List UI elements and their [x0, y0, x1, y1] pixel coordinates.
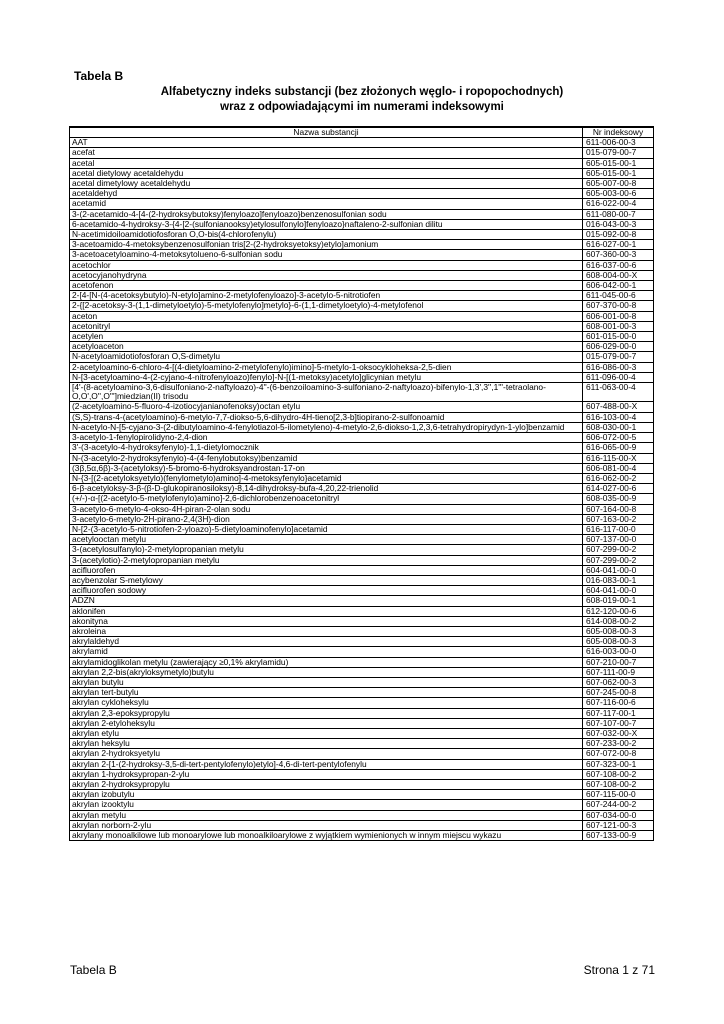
table-row [70, 219, 654, 229]
table-row [70, 433, 654, 443]
substance-name-cell: (3β,5α,6β)-3-(acetyloksy)-5-bromo-6-hydroksyandrostan-17-on [70, 463, 583, 473]
substance-name-cell: acetamid [70, 199, 583, 209]
substance-name-cell: N-[3-acetyloamino-4-(2-cyjano-4-nitrofenyloazo)fenylo]-N-[(1-metoksy)acetylo]glicynian metylu [70, 372, 583, 382]
table-row [70, 647, 654, 657]
index-number-cell: 608-030-00-1 [583, 422, 654, 432]
table-row [70, 637, 654, 647]
index-number-cell: 611-080-00-7 [583, 209, 654, 219]
table-row [70, 524, 654, 534]
index-number-cell: 614-027-00-6 [583, 484, 654, 494]
substance-name-cell: akrylan cykloheksylu [70, 698, 583, 708]
index-number-cell: 607-164-00-8 [583, 504, 654, 514]
table-row [70, 810, 654, 820]
table-row [70, 443, 654, 453]
index-number-cell: 606-081-00-4 [583, 463, 654, 473]
table-row [70, 739, 654, 749]
substance-name-cell: akroleina [70, 626, 583, 636]
substance-name-cell: acetal [70, 158, 583, 168]
substance-name-cell: akrylaldehyd [70, 637, 583, 647]
index-number-cell: 616-065-00-9 [583, 443, 654, 453]
index-number-cell: 607-360-00-3 [583, 250, 654, 260]
substance-name-cell: 3-(2-acetamido-4-[4-(2-hydroksybutoksy)fenyloazo]fenyloazo}benzenosulfonian sodu [70, 209, 583, 219]
index-number-cell: 015-079-00-7 [583, 148, 654, 158]
index-number-cell: 605-015-00-1 [583, 158, 654, 168]
table-row [70, 535, 654, 545]
index-number-cell: 607-034-00-0 [583, 810, 654, 820]
index-number-cell: 611-045-00-6 [583, 291, 654, 301]
substance-name-cell: acybenzolar S-metylowy [70, 575, 583, 585]
index-number-cell: 607-488-00-X [583, 402, 654, 412]
index-number-cell: 611-063-00-4 [583, 383, 654, 402]
table-row [70, 260, 654, 270]
substance-name-cell: N-acetylo-N-[5-cyjano-3-(2-dibutyloamino-4-fenylotiazol-5-ilometyleno)-4-metylo-2,6-diokso-1,2,3,6-tetrahydropirydyn-1-ylo]benzamid [70, 422, 583, 432]
table-row [70, 422, 654, 432]
index-number-cell: 604-041-00-0 [583, 565, 654, 575]
substance-name-cell: akrylan butylu [70, 677, 583, 687]
substance-name-cell: akrylan 2-etyloheksylu [70, 718, 583, 728]
substance-name-cell: 2-acetyloamino-6-chloro-4-[(4-dietyloamino-2-metylofenylo)imino]-5-metylo-1-oksocykloheksa-2,5-dien [70, 362, 583, 372]
index-number-cell: 605-015-00-1 [583, 168, 654, 178]
table-row [70, 688, 654, 698]
table-row [70, 342, 654, 352]
index-number-cell: 606-029-00-0 [583, 342, 654, 352]
table-row [70, 291, 654, 301]
table-row [70, 555, 654, 565]
table-row [70, 504, 654, 514]
table-row [70, 667, 654, 677]
table-row [70, 616, 654, 626]
table-row [70, 575, 654, 585]
index-number-cell: 605-007-00-8 [583, 179, 654, 189]
substance-name-cell: akrylan 2-hydroksyetylu [70, 749, 583, 759]
substance-name-cell: acetonitryl [70, 321, 583, 331]
table-row [70, 453, 654, 463]
index-number-cell: 616-062-00-2 [583, 473, 654, 483]
table-row [70, 372, 654, 382]
substance-name-cell: 2-[4-[N-(4-acetoksybutylo)-N-etylo]amino-2-metylofenyloazo]-3-acetylo-5-nitrotiofen [70, 291, 583, 301]
index-number-cell: 605-008-00-3 [583, 637, 654, 647]
substance-name-cell: 3-(acetylotio)-2-metylopropanian metylu [70, 555, 583, 565]
substance-name-cell: akrylamidoglikolan metylu (zawierający ≥0,1% akrylamidu) [70, 657, 583, 667]
table-row [70, 606, 654, 616]
substance-name-cell: 3-acetoamido-4-metoksybenzenosulfonian tris[2-(2-hydroksyetoksy)etylo]amonium [70, 240, 583, 250]
substance-name-cell: acetylen [70, 332, 583, 342]
table-row [70, 168, 654, 178]
index-number-cell: 607-108-00-2 [583, 769, 654, 779]
table-row [70, 199, 654, 209]
table-row [70, 831, 654, 841]
table-row [70, 321, 654, 331]
index-number-cell: 607-072-00-8 [583, 749, 654, 759]
index-number-cell: 607-121-00-3 [583, 820, 654, 830]
substance-name-cell: acetofenon [70, 281, 583, 291]
index-number-cell: 611-096-00-4 [583, 372, 654, 382]
index-number-cell: 601-015-00-0 [583, 332, 654, 342]
table-row [70, 698, 654, 708]
substance-name-cell: 3-acetylo-6-metylo-4-okso-4H-piran-2-olan sodu [70, 504, 583, 514]
index-number-cell: 607-032-00-X [583, 728, 654, 738]
index-number-cell: 616-117-00-0 [583, 524, 654, 534]
index-number-cell: 612-120-00-6 [583, 606, 654, 616]
table-row [70, 270, 654, 280]
substance-name-cell: akrylan norborn-2-ylu [70, 820, 583, 830]
table-row [70, 209, 654, 219]
table-row [70, 820, 654, 830]
column-header-substance-name: Nazwa substancji [70, 127, 583, 138]
document-title-line1: Alfabetyczny indeks substancji (bez złożonych węglo- i ropopochodnych) [160, 86, 564, 98]
substance-name-cell: acetocyjanohydryna [70, 270, 583, 280]
substance-index-table [69, 126, 654, 841]
table-row [70, 158, 654, 168]
substance-name-cell: akrylan metylu [70, 810, 583, 820]
index-number-cell: 607-107-00-7 [583, 718, 654, 728]
substance-name-cell: acetylooctan metylu [70, 535, 583, 545]
table-row [70, 749, 654, 759]
substance-name-cell: aceton [70, 311, 583, 321]
substance-name-cell: N-acetyloamidotiofosforan O,S-dimetylu [70, 352, 583, 362]
table-row [70, 565, 654, 575]
substance-name-cell: akrylan izobutylu [70, 790, 583, 800]
table-row [70, 769, 654, 779]
table-row [70, 179, 654, 189]
table-row [70, 800, 654, 810]
table-row [70, 494, 654, 504]
index-number-cell: 614-008-00-2 [583, 616, 654, 626]
index-number-cell: 608-004-00-X [583, 270, 654, 280]
table-row [70, 189, 654, 199]
substance-name-cell: 3'-(3-acetylo-4-hydroksyfenylo)-1,1-dietylomocznik [70, 443, 583, 453]
table-row [70, 148, 654, 158]
index-number-cell: 616-022-00-4 [583, 199, 654, 209]
table-row [70, 362, 654, 372]
table-row [70, 759, 654, 769]
substance-name-cell: akrylamid [70, 647, 583, 657]
substance-name-cell: akrylan 2,3-epoksypropylu [70, 708, 583, 718]
index-number-cell: 607-163-00-2 [583, 514, 654, 524]
table-row [70, 718, 654, 728]
index-number-cell: 607-117-00-1 [583, 708, 654, 718]
index-number-cell: 607-108-00-2 [583, 780, 654, 790]
index-number-cell: 607-115-00-0 [583, 790, 654, 800]
document-title-line2: wraz z odpowiadającymi im numerami indeksowymi [220, 101, 504, 113]
index-number-cell: 616-115-00-X [583, 453, 654, 463]
substance-name-cell: (+/-)-α-[(2-acetylo-5-metylofenylo)amino]-2,6-dichlorobenzenoacetonitryl [70, 494, 583, 504]
index-number-cell: 606-042-00-1 [583, 281, 654, 291]
index-number-cell: 015-092-00-8 [583, 230, 654, 240]
table-row [70, 230, 654, 240]
index-number-cell: 607-323-00-1 [583, 759, 654, 769]
table-row [70, 514, 654, 524]
table-row [70, 281, 654, 291]
table-row [70, 301, 654, 311]
substance-name-cell: acifluorofen [70, 565, 583, 575]
substance-name-cell: 6-acetamido-4-hydroksy-3-{4-[2-(sulfonianooksy)etylosulfonylo]fenyloazo}naftaleno-2-sulfonian dilitu [70, 219, 583, 229]
index-number-cell: 016-043-00-3 [583, 219, 654, 229]
index-number-cell: 616-086-00-3 [583, 362, 654, 372]
index-number-cell: 015-079-00-7 [583, 352, 654, 362]
substance-name-cell: akrylan 1-hydroksypropan-2-ylu [70, 769, 583, 779]
substance-name-cell: acetyloaceton [70, 342, 583, 352]
table-row [70, 545, 654, 555]
substance-index-table-wrapper [69, 126, 653, 841]
table-row [70, 250, 654, 260]
substance-name-cell: akrylan heksylu [70, 739, 583, 749]
index-number-cell: 607-299-00-2 [583, 555, 654, 565]
substance-name-cell: akrylan izooktylu [70, 800, 583, 810]
substance-name-cell: N-acetimidoiloamidotiofosforan O,O-bis(4-chlorofenylu) [70, 230, 583, 240]
index-number-cell: 608-001-00-3 [583, 321, 654, 331]
table-row [70, 240, 654, 250]
index-number-cell: 608-035-00-9 [583, 494, 654, 504]
index-number-cell: 016-083-00-1 [583, 575, 654, 585]
table-header-row [70, 127, 654, 138]
substance-name-cell: akrylan 2-hydroksypropylu [70, 780, 583, 790]
substance-name-cell: aklonifen [70, 606, 583, 616]
substance-name-cell: (S,S)-trans-4-(acetyloamino)-6-metylo-7,7-diokso-5,6-dihydro-4H-tieno[2,3-b]tiopirano-2-sulfonoamid [70, 412, 583, 422]
substance-name-cell: N-(3-acetylo-2-hydroksyfenylo)-4-(4-fenylobutoksy)benzamid [70, 453, 583, 463]
substance-name-cell: [4'-(8-acetyloamino-3,6-disulfoniano-2-naftyloazo)-4''-(6-benzoiloamino-3-sulfoniano-2-naftyloazo)-bifenylo-1,3',3'',1'''-tetraolano-O,O',O'',O''']miedzian(II) trisodu [70, 383, 583, 402]
footer-table-label: Tabela B [70, 963, 117, 977]
table-row [70, 412, 654, 422]
table-row [70, 463, 654, 473]
substance-name-cell: acetochlor [70, 260, 583, 270]
table-row [70, 790, 654, 800]
substance-name-cell: acefat [70, 148, 583, 158]
index-number-cell: 607-244-00-2 [583, 800, 654, 810]
substance-name-cell: akrylan 2-[1-(2-hydroksy-3,5-di-tert-pentylofenylo)etylo]-4,6-di-tert-pentylofenylu [70, 759, 583, 769]
substance-name-cell: akrylan tert-butylu [70, 688, 583, 698]
substance-name-cell: acetal dietylowy acetaldehydu [70, 168, 583, 178]
substance-name-cell: 2-{[2-acetoksy-3-(1,1-dimetyloetylo)-5-metylofenylo]metylo}-6-(1,1-dimetyloetylo)-4-metylofenol [70, 301, 583, 311]
index-number-cell: 607-233-00-2 [583, 739, 654, 749]
substance-name-cell: N-{3-[(2-acetyloksyetylo)(fenylometylo)amino]-4-metoksyfenylo}acetamid [70, 473, 583, 483]
index-number-cell: 616-037-00-6 [583, 260, 654, 270]
table-row [70, 728, 654, 738]
index-number-cell: 606-001-00-8 [583, 311, 654, 321]
index-number-cell: 607-370-00-8 [583, 301, 654, 311]
index-number-cell: 604-041-00-0 [583, 586, 654, 596]
index-number-cell: 611-006-00-3 [583, 138, 654, 148]
substance-name-cell: AAT [70, 138, 583, 148]
table-row [70, 383, 654, 402]
table-row [70, 677, 654, 687]
index-number-cell: 607-133-00-9 [583, 831, 654, 841]
table-body [70, 138, 654, 841]
table-label: Tabela B [74, 69, 124, 83]
table-row [70, 586, 654, 596]
index-number-cell: 607-111-00-9 [583, 667, 654, 677]
footer-page-number: Strona 1 z 71 [583, 963, 655, 977]
table-row [70, 402, 654, 412]
index-number-cell: 605-008-00-3 [583, 626, 654, 636]
substance-name-cell: acetaldehyd [70, 189, 583, 199]
table-row [70, 311, 654, 321]
index-number-cell: 616-103-00-4 [583, 412, 654, 422]
table-row [70, 596, 654, 606]
substance-name-cell: acetal dimetylowy acetaldehydu [70, 179, 583, 189]
table-row [70, 708, 654, 718]
index-number-cell: 608-019-00-1 [583, 596, 654, 606]
table-row [70, 138, 654, 148]
substance-name-cell: 3-(acetylosulfanylo)-2-metylopropanian metylu [70, 545, 583, 555]
index-number-cell: 607-299-00-2 [583, 545, 654, 555]
substance-name-cell: 6-β-acetyloksy-3-β-(β-D-glukopiranosiloksy)-8,14-dihydroksy-bufa-4,20,22-trienolid [70, 484, 583, 494]
table-row [70, 780, 654, 790]
table-row [70, 352, 654, 362]
table-row [70, 657, 654, 667]
index-number-cell: 607-245-00-8 [583, 688, 654, 698]
table-row [70, 473, 654, 483]
index-number-cell: 607-116-00-6 [583, 698, 654, 708]
substance-name-cell: akonityna [70, 616, 583, 626]
table-row [70, 332, 654, 342]
substance-name-cell: N-[2-(3-acetylo-5-nitrotiofen-2-yloazo)-5-dietyloaminofenylo]acetamid [70, 524, 583, 534]
substance-name-cell: 3-acetylo-6-metylo-2H-pirano-2,4(3H)-dion [70, 514, 583, 524]
substance-name-cell: ADZN [70, 596, 583, 606]
column-header-index-number: Nr indeksowy [583, 127, 654, 138]
substance-name-cell: 3-acetoacetyloamino-4-metoksytolueno-6-sulfonian sodu [70, 250, 583, 260]
index-number-cell: 605-003-00-6 [583, 189, 654, 199]
index-number-cell: 606-072-00-5 [583, 433, 654, 443]
substance-name-cell: acifluorofen sodowy [70, 586, 583, 596]
index-number-cell: 607-062-00-3 [583, 677, 654, 687]
index-number-cell: 616-003-00-0 [583, 647, 654, 657]
index-number-cell: 607-210-00-7 [583, 657, 654, 667]
substance-name-cell: akrylan etylu [70, 728, 583, 738]
substance-name-cell: akrylany monoalkilowe lub monoarylowe lub monoalkiloarylowe z wyjątkiem wymienionych w innym miejscu wykazu [70, 831, 583, 841]
index-number-cell: 616-027-00-1 [583, 240, 654, 250]
substance-name-cell: (2-acetyloamino-5-fluoro-4-izotiocyjanianofenoksy)octan etylu [70, 402, 583, 412]
substance-name-cell: 3-acetylo-1-fenylopirolidyno-2,4-dion [70, 433, 583, 443]
table-row [70, 484, 654, 494]
substance-name-cell: akrylan 2,2-bis(akryloksymetylo)butylu [70, 667, 583, 677]
index-number-cell: 607-137-00-0 [583, 535, 654, 545]
table-row [70, 626, 654, 636]
